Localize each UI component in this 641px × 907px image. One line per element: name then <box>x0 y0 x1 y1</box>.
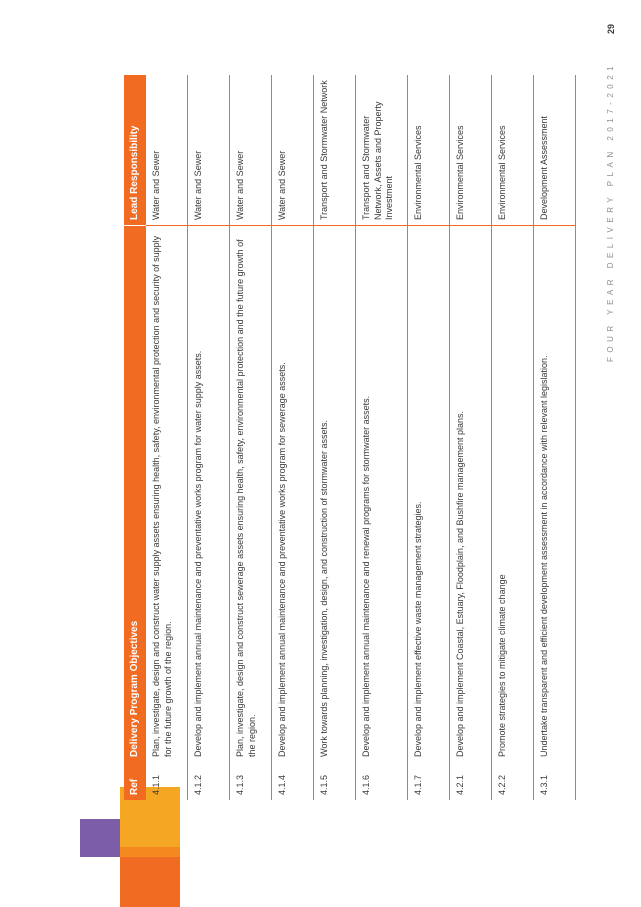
decorative-orange-strip <box>120 847 180 857</box>
table-row <box>492 75 534 800</box>
row-objective: Develop and implement annual maintenance and preventative works program for sewerage assets. <box>272 226 314 763</box>
row-objective: Develop and implement Coastal, Estuary, Floodplain, and Bushfire management plans. <box>450 226 492 763</box>
row-ref: 4.1.2 <box>188 762 230 800</box>
row-responsibility: Environmental Services <box>408 75 450 226</box>
table-row <box>314 75 356 800</box>
header-objectives: Delivery Program Objectives <box>124 226 146 763</box>
row-responsibility: Environmental Services <box>492 75 534 226</box>
row-objective: Develop and implement annual maintenance and renewal programs for stormwater assets. <box>356 226 408 763</box>
row-ref: 4.1.3 <box>230 762 272 800</box>
page-number: 29 <box>606 23 616 34</box>
table-row <box>356 75 408 800</box>
row-responsibility: Water and Sewer <box>188 75 230 226</box>
row-ref: 4.1.6 <box>356 762 408 800</box>
row-objective: Undertake transparent and efficient development assessment in accordance with relevant legislation. <box>534 226 576 763</box>
row-objective: Plan, investigate, design and construct water supply assets ensuring health, safety, environmental protection and security of supply for the future growth of the region. <box>146 226 188 763</box>
row-responsibility: Water and Sewer <box>146 75 188 226</box>
row-ref: 4.1.7 <box>408 762 450 800</box>
row-responsibility: Transport and Stormwater Network, Assets and Property Investment <box>356 75 408 226</box>
footer-title: FOUR YEAR DELIVERY PLAN 2017-2021 <box>606 61 615 362</box>
row-objective: Develop and implement effective waste management strategies. <box>408 226 450 763</box>
row-responsibility: Transport and Stormwater Network <box>314 75 356 226</box>
table-row <box>146 75 188 800</box>
row-objective: Develop and implement annual maintenance and preventative works program for water supply assets. <box>188 226 230 763</box>
delivery-program-table <box>124 75 576 800</box>
row-objective: Work towards planning, investigation, design, and construction of stormwater assets. <box>314 226 356 763</box>
table-row <box>450 75 492 800</box>
row-responsibility: Environmental Services <box>450 75 492 226</box>
row-objective: Promote strategies to mitigate climate change <box>492 226 534 763</box>
row-responsibility: Water and Sewer <box>230 75 272 226</box>
row-ref: 4.1.5 <box>314 762 356 800</box>
table-row <box>188 75 230 800</box>
table-row <box>408 75 450 800</box>
table-row <box>272 75 314 800</box>
table-header-row <box>124 75 146 800</box>
row-ref: 4.1.4 <box>272 762 314 800</box>
decorative-purple-square <box>80 819 120 857</box>
table-row <box>230 75 272 800</box>
row-responsibility: Development Assessment <box>534 75 576 226</box>
table-row <box>534 75 576 800</box>
row-ref: 4.2.2 <box>492 762 534 800</box>
header-responsibility: Lead Responsibility <box>124 75 146 226</box>
row-ref: 4.2.1 <box>450 762 492 800</box>
row-objective: Plan, investigate, design and construct sewerage assets ensuring health, safety, environmental protection and the future growth of the region. <box>230 226 272 763</box>
header-ref: Ref <box>124 762 146 800</box>
row-ref: 4.3.1 <box>534 762 576 800</box>
row-responsibility: Water and Sewer <box>272 75 314 226</box>
row-ref: 4.1.1 <box>146 762 188 800</box>
